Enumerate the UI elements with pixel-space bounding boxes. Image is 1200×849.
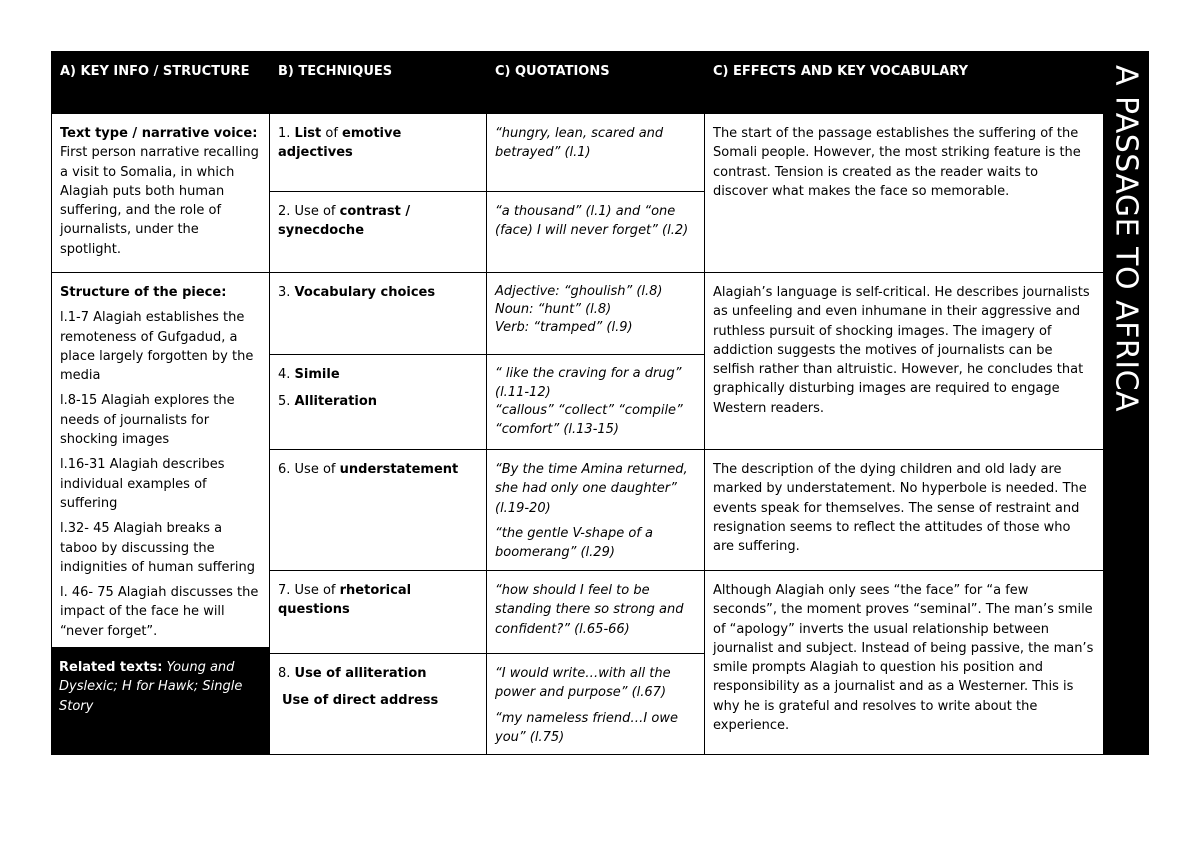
structure-item: l.1-7 Alagiah establishes the remoteness of Gufgadud, a place largely forgotten by the media [60, 310, 254, 384]
quotation-1: “hungry, lean, scared and betrayed” (l.1) [486, 113, 705, 192]
quotation-line: “I would write…with all the power and purpose” (l.67) [495, 666, 671, 701]
quotation-line: “the gentle V-shape of a boomerang” (l.29) [495, 525, 653, 561]
effect-1: The start of the passage establishes the suffering of the Somali people. However, the most striking feature is the contrast. Tension is created as the reader waits to discover what makes the face so memorable. [704, 113, 1104, 273]
header-quotations: C) QUOTATIONS [495, 64, 610, 79]
quotation-8 [486, 653, 705, 755]
side-title-bar [1103, 51, 1149, 755]
text-type-cell [51, 113, 270, 273]
technique-term: contrast / synecdoche [278, 204, 411, 239]
structure-item: l. 46- 75 Alagiah discusses the impact of the face he will “never forget”. [60, 585, 259, 639]
technique-term: rhetorical questions [278, 583, 412, 618]
effect-3: The description of the dying children and old lady are marked by understatement. No hyperbole is needed. The events speak for themselves. The sense of restraint and resignation seems to reflect the attitudes of those who are suffering. [704, 449, 1104, 571]
technique-4-5 [269, 354, 487, 450]
quotation-line: “my nameless friend…I owe you” (l.75) [495, 710, 678, 745]
technique-term: understatement [339, 462, 459, 477]
related-body: Young and Dyslexic; H for Hawk; Single Story [59, 660, 243, 714]
technique-term: Vocabulary choices [294, 285, 436, 300]
technique-6 [269, 449, 487, 571]
technique-term: Simile [294, 367, 340, 382]
technique-7 [269, 570, 487, 654]
text-type-label: Text type / narrative voice: [60, 126, 258, 141]
technique-number: 4. [278, 367, 295, 382]
technique-3 [269, 272, 487, 355]
quotation-7: “how should I feel to be standing there so strong and confident?” (l.65-66) [486, 570, 705, 654]
quotation-line: Noun: “hunt” (l.8) [495, 302, 612, 317]
technique-term: emotive adjectives [278, 126, 402, 161]
text-type-body: First person narrative recalling a visit to Somalia, in which Alagiah puts both human suffering, and the role of journalists, under the spotlight. [60, 145, 259, 257]
technique-number: 2. Use of [278, 204, 340, 219]
quotation-line: Verb: “tramped” (l.9) [495, 320, 633, 335]
quotation-3 [486, 272, 705, 355]
revision-sheet [51, 51, 1149, 755]
structure-cell [51, 272, 270, 648]
quotation-2: “a thousand” (l.1) and “one (face) I will never forget” (l.2) [486, 191, 705, 273]
structure-label: Structure of the piece: [60, 285, 227, 300]
technique-term: Use of direct address [282, 693, 439, 709]
technique-number: 3. [278, 285, 295, 300]
header-effects: C) EFFECTS AND KEY VOCABULARY [713, 64, 968, 79]
header-techniques: B) TECHNIQUES [278, 64, 393, 79]
technique-term: Use of alliteration [294, 666, 427, 681]
side-title: A PASSAGE TO AFRICA [1108, 65, 1144, 413]
quotation-4-5 [486, 354, 705, 450]
technique-number: 5. [278, 394, 295, 410]
effect-2: Alagiah’s language is self-critical. He describes journalists as unfeeling and even inhumane in their aggressive and ruthless pursuit of shocking images. The imagery of addiction suggests the motives of journalists can be selfish rather than altruistic. However, he concludes that graphically disturbing images are required to engage Western readers. [704, 272, 1104, 450]
technique-term: Alliteration [294, 394, 378, 410]
structure-item: l.32- 45 Alagiah breaks a taboo by discussing the indignities of human suffering [60, 521, 255, 575]
technique-1 [269, 113, 487, 192]
technique-2 [269, 191, 487, 273]
quotation-line: “By the time Amina returned, she had only one daughter” (l.19-20) [495, 462, 688, 516]
technique-connector: of [321, 126, 343, 141]
quotation-line: Adjective: “ghoulish” (l.8) [495, 284, 663, 299]
header-key-info: A) KEY INFO / STRUCTURE [60, 64, 250, 79]
technique-number: 1. [278, 126, 295, 141]
structure-item: l.8-15 Alagiah explores the needs of journalists for shocking images [60, 393, 235, 448]
technique-number: 8. [278, 666, 295, 681]
related-label: Related texts: [59, 660, 163, 675]
effect-4: Although Alagiah only sees “the face” for “a few seconds”, the moment proves “seminal”. The man’s smile of “apology” inverts the usual relationship between journalist and subject. Instead of being passive, the man’s smile prompts Alagiah to question his position and responsibility as a journalist and as a Westerner. This is why he is grateful and resolves to write about the experience. [704, 570, 1104, 755]
quotation-6 [486, 449, 705, 571]
related-texts-cell [51, 648, 270, 755]
technique-number: 7. Use of [278, 583, 340, 598]
technique-term: List [294, 126, 322, 141]
technique-number: 6. Use of [278, 462, 340, 477]
quotation-line: “callous” “collect” “compile” “comfort” (l.13-15) [495, 403, 683, 437]
technique-8 [269, 653, 487, 755]
quotation-line: “ like the craving for a drug” (l.11-12) [495, 366, 682, 400]
structure-item: l.16-31 Alagiah describes individual examples of suffering [60, 457, 225, 511]
